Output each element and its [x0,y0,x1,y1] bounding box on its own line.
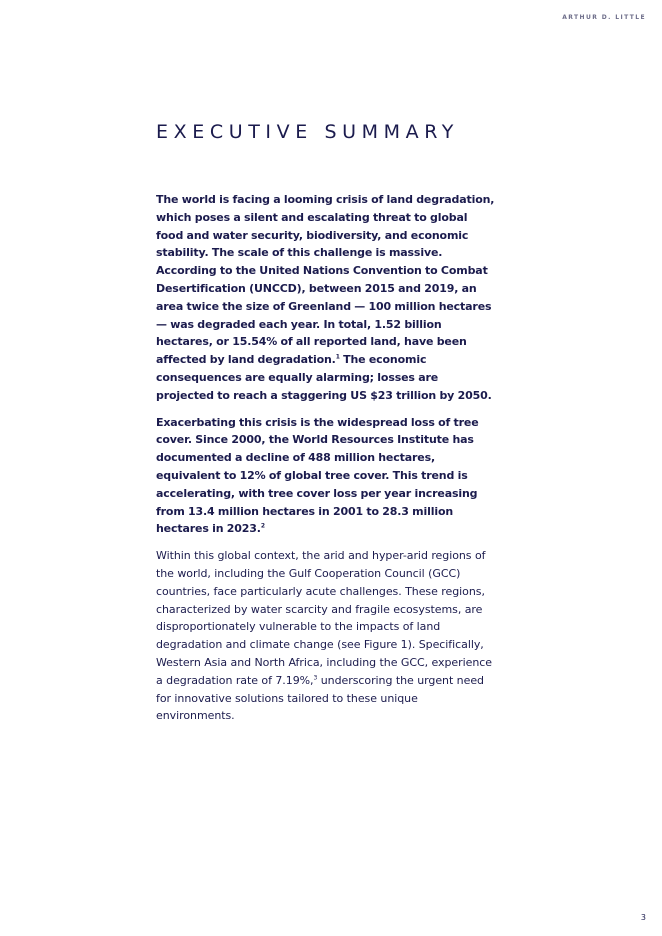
footnote-marker[interactable]: 2 [260,522,265,530]
paragraph-text: Within this global context, the arid and hyper-arid regions of the world, including the Gulf Cooperation Council (GCC) countries, face particularly acute challenges. These regions, characterized by water scarcity and fragile ecosystems, are disproportionately vulnerable to the impacts of land degradation and climate change (see Figure 1). Specifically, Western Asia and North Africa, including the GCC, experience a degradation rate of 7.19%, [156,549,492,687]
page-number: 3 [640,913,646,922]
paragraph-tail: The economic consequences are equally alarming; losses are projected to reach a staggering US $23 trillion by 2050. [156,353,492,402]
footnote-marker[interactable]: 3 [313,674,318,682]
paragraph-text: The world is facing a looming crisis of land degradation, which poses a silent and escalating threat to global food and water security, biodiversity, and economic stability. The scale of this challenge is massive. According to the United Nations Convention to Combat Desertification (UNCCD), between 2015 and 2019, an area twice the size of Greenland — 100 million hectares — was degraded each year. In total, 1.52 billion hectares, or 15.54% of all reported land, have been affected by land degradation. [156,193,495,367]
summary-body [156,191,496,734]
paragraph-land-degradation [156,191,496,405]
paragraph-tree-cover [156,414,496,539]
footnote-marker[interactable]: 1 [335,353,340,361]
brand-header: ARTHUR D. LITTLE [562,14,646,21]
paragraph-text: Exacerbating this crisis is the widespread loss of tree cover. Since 2000, the World Resources Institute has documented a decline of 488 million hectares, equivalent to 12% of global tree cover. This trend is accelerating, with tree cover loss per year increasing from 13.4 million hectares in 2001 to 28.3 million hectares in 2023. [156,415,479,536]
paragraph-gcc-context [156,547,496,725]
paragraph-tail: underscoring the urgent need for innovative solutions tailored to these unique environments. [156,673,484,723]
page-title: EXECUTIVE SUMMARY [156,121,459,143]
